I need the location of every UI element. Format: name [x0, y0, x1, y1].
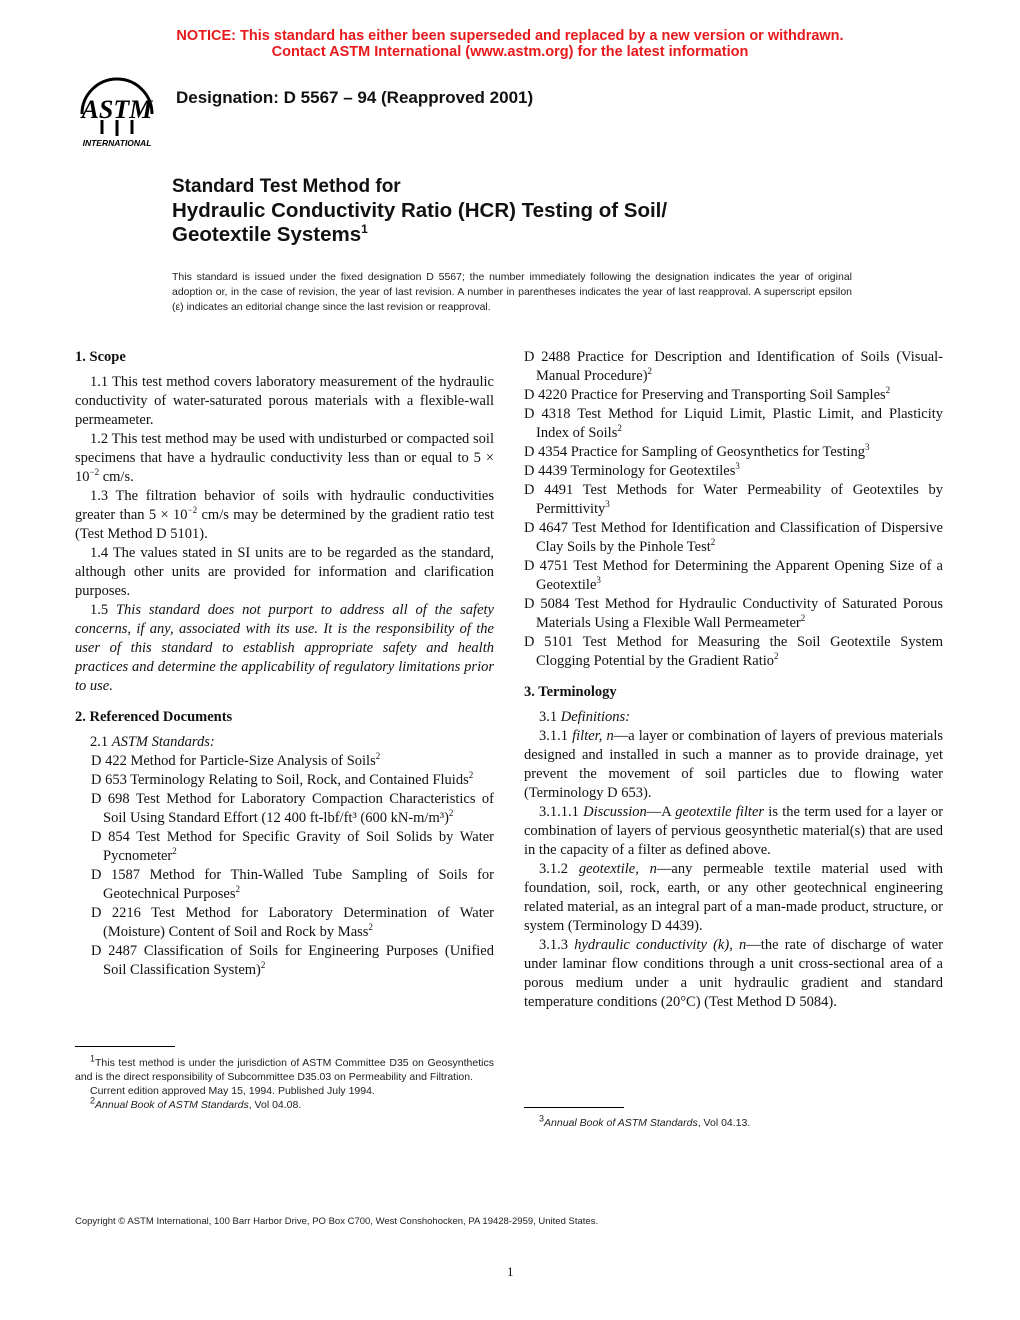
footnote-1: $^1$This test method is under the jurisdiction of ASTM Committee D35 on Geosynthetics and is the direct responsibility of Subcommittee D35.03 on Permeability and Filtration. — [75, 1053, 494, 1083]
reference-item: D 5084 Test Method for Hydraulic Conductivity of Saturated Porous Materials Using a Flexible Wall Permeameter$^2$ — [524, 596, 943, 631]
refs-right-list — [524, 348, 943, 671]
refs-left-list — [75, 752, 494, 980]
reference-item: D 698 Test Method for Laboratory Compaction Characteristics of Soil Using Standard Effort (12 400 ft-lbf/ft³ (600 kN-m/m³)$^2$ — [91, 791, 494, 826]
reference-item: D 422 Method for Particle-Size Analysis of Soils$^2$ — [91, 751, 381, 769]
scope-1-1: 1.1 This test method covers laboratory measurement of the hydraulic conductivity of water-saturated porous materials with a flexible-wall permeameter. — [75, 374, 494, 428]
term-discussion: 3.1.1.1 Discussion—A geotextile filter is the term used for a layer or combination of layers of pervious geosynthetic material(s) that are used in the capacity of a filter as defined above. — [524, 804, 944, 858]
document-title — [172, 175, 812, 247]
reference-item: D 5101 Test Method for Measuring the Soil Geotextile System Clogging Potential by the Gradient Ratio$^2$ — [524, 634, 943, 669]
reference-item: D 4354 Practice for Sampling of Geosynthetics for Testing$^3$ — [524, 442, 870, 460]
astm-logo — [72, 74, 162, 150]
reference-item: D 2488 Practice for Description and Identification of Soils (Visual-Manual Procedure)$^2$ — [524, 349, 943, 384]
notice-line-1: NOTICE: This standard has either been superseded and replaced by a new version or withdrawn. — [176, 28, 844, 44]
reference-item: D 653 Terminology Relating to Soil, Rock, and Contained Fluids$^2$ — [91, 770, 474, 788]
reference-item: D 4439 Terminology for Geotextiles$^3$ — [524, 461, 740, 479]
footnote-2: $^2$Annual Book of ASTM Standards, Vol 04.08. — [90, 1095, 302, 1111]
title-line-1: Standard Test Method for — [172, 176, 401, 197]
scope-1-4: 1.4 The values stated in SI units are to be regarded as the standard, although other units are provided for information and clarification purposes. — [75, 545, 494, 599]
scope-1-3: 1.3 The filtration behavior of soils with hydraulic conductivities greater than $5 \times 10^{-2}$ cm/s may be determined by the gradient ratio test (Test Method D 5101). — [75, 488, 495, 542]
logo-mark: ASTM — [81, 95, 153, 124]
title-line-3: Geotextile Systems — [172, 223, 362, 246]
footnotes-right — [524, 1113, 943, 1130]
reference-item: D 4751 Test Method for Determining the Apparent Opening Size of a Geotextile$^3$ — [524, 558, 943, 593]
designation: Designation: D 5567 – 94 (Reapproved 2001) — [176, 88, 534, 107]
refdocs-sub: 2.1 ASTM Standards: — [90, 734, 215, 750]
terminology-heading: 3. Terminology — [524, 684, 617, 700]
reference-item: D 4647 Test Method for Identification and Classification of Dispersive Clay Soils by the Pinhole Test$^2$ — [524, 520, 943, 555]
footnote-rule-right — [524, 1107, 624, 1108]
page-number: 1 — [507, 1264, 514, 1279]
logo-caption: INTERNATIONAL — [82, 138, 152, 148]
title-footnote-mark: 1 — [361, 222, 368, 237]
reference-item: D 854 Test Method for Specific Gravity of Soil Solids by Water Pycnometer$^2$ — [91, 829, 494, 864]
term-geotextile: 3.1.2 geotextile, n—any permeable textile material used with foundation, soil, rock, earth, or any other geotechnical engineering related material, as an integral part of a man-made product, structure, or system (Terminology D 4439). — [524, 861, 944, 934]
reference-item: D 2487 Classification of Soils for Engineering Purposes (Unified Soil Classification System)$^2$ — [91, 943, 494, 978]
scope-1-2: 1.2 This test method may be used with undisturbed or compacted soil specimens that have a hydraulic conductivity less than or equal to $5 \times 10^{-2}$ cm/s. — [75, 431, 494, 485]
term-filter: 3.1.1 filter, n—a layer or combination of layers of previous materials designed and installed in such a manner as to provide drainage, yet prevent the movement of soil particles due to flowing water (Terminology D 653). — [524, 728, 944, 801]
reference-item: D 4318 Test Method for Liquid Limit, Plastic Limit, and Plasticity Index of Soils$^2$ — [524, 406, 943, 441]
title-line-2: Hydraulic Conductivity Ratio (HCR) Testing of Soil/ — [172, 199, 668, 222]
footnote-3: $^3$Annual Book of ASTM Standards, Vol 04.13. — [539, 1113, 751, 1129]
scope-1-5: 1.5 This standard does not purport to address all of the safety concerns, if any, associated with its use. It is the responsibility of the user of this standard to establish appropriate safety and health practices and determine the applicability of regulatory limitations prior to use. — [75, 602, 494, 694]
term-hydraulic-conductivity: 3.1.3 hydraulic conductivity (k), n—the rate of discharge of water under laminar flow conditions through a unit cross-sectional area of a porous medium under a unit hydraulic gradient and standard temperature conditions (20°C) (Test Method D 5084). — [524, 937, 943, 1010]
terminology-sub: 3.1 Definitions: — [539, 709, 631, 725]
scope-heading: 1. Scope — [75, 349, 126, 365]
refdocs-heading: 2. Referenced Documents — [75, 709, 233, 725]
footnotes-left — [75, 1053, 494, 1112]
notice-line-2: Contact ASTM International (www.astm.org) for the latest information — [271, 44, 749, 60]
reference-item: D 2216 Test Method for Laboratory Determination of Water (Moisture) Content of Soil and Rock by Mass$^2$ — [91, 905, 494, 940]
left-column — [75, 348, 494, 980]
footnote-1b: Current edition approved May 15, 1994. Published July 1994. — [90, 1085, 375, 1097]
footnote-rule-left — [75, 1046, 175, 1047]
right-column — [524, 348, 943, 1012]
issue-note: This standard is issued under the fixed designation D 5567; the number immediately following the designation indicates the year of original adoption or, in the case of revision, the year of last revision. A number in parentheses indicates the year of last reapproval. A superscript epsilon (ε) indicates an editorial change since the last revision or reapproval. — [172, 271, 852, 313]
reference-item: D 4220 Practice for Preserving and Transporting Soil Samples$^2$ — [524, 385, 891, 403]
reference-item: D 1587 Method for Thin-Walled Tube Sampling of Soils for Geotechnical Purposes$^2$ — [91, 867, 494, 902]
reference-item: D 4491 Test Methods for Water Permeability of Geotextiles by Permittivity$^3$ — [524, 482, 943, 517]
notice-banner — [0, 28, 1020, 60]
copyright: Copyright © ASTM International, 100 Barr Harbor Drive, PO Box C700, West Conshohocken, PA 19428-2959, United States. — [75, 1216, 599, 1227]
